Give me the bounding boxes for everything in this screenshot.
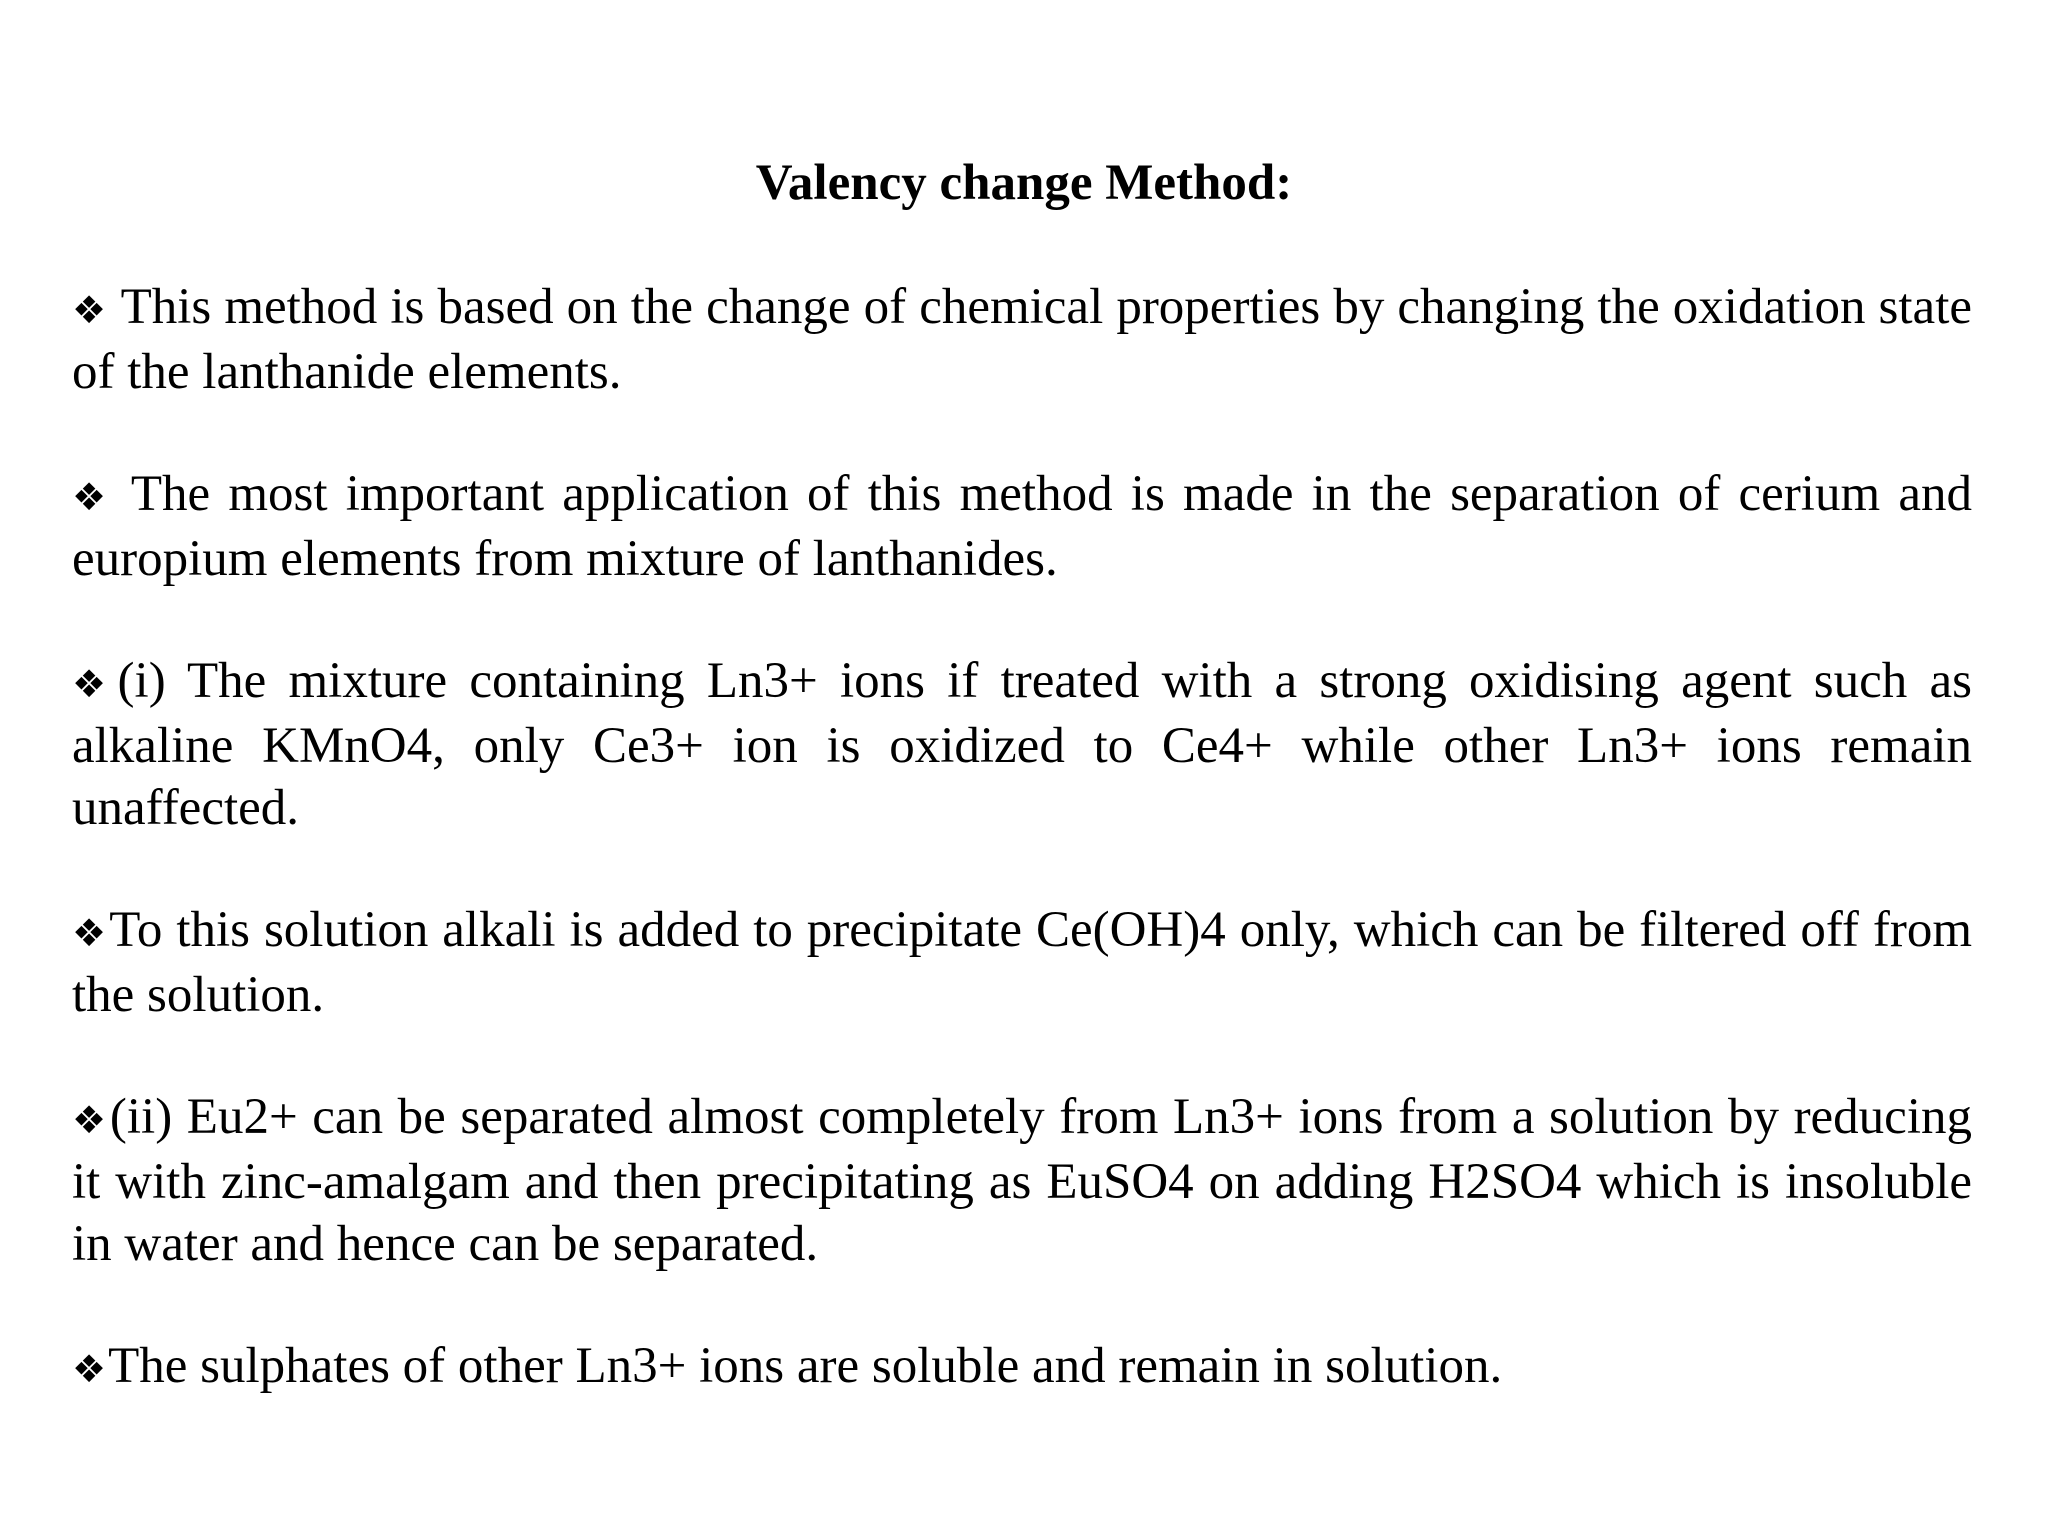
bullet-paragraph [72, 1086, 1972, 1275]
bullet-paragraph [72, 463, 1972, 590]
bullet-paragraph [72, 276, 1972, 403]
paragraph-text: To this solution alkali is added to precipitate Ce(OH)4 only, which can be filtered off from the solution. [72, 902, 1972, 1023]
diamond-bullet-icon: ❖ [72, 475, 112, 519]
bullet-paragraph [72, 650, 1972, 839]
bullet-gap [108, 279, 120, 335]
paragraph-text: (i) The mixture containing Ln3+ ions if treated with a strong oxidising agent such as alkaline KMnO4, only Ce3+ ion is oxidized to Ce4+ while other Ln3+ ions remain unaffected. [72, 653, 1972, 836]
diamond-bullet-icon: ❖ [72, 662, 116, 706]
bullet-paragraph [72, 1335, 1972, 1400]
paragraph-text: The most important application of this method is made in the separation of cerium and europium elements from mixture of lanthanides. [72, 466, 1972, 587]
slide-title: Valency change Method: [755, 155, 1293, 211]
paragraph-text: The sulphates of other Ln3+ ions are soluble and remain in solution. [108, 1338, 1503, 1394]
bullet-paragraph [72, 899, 1972, 1026]
diamond-bullet-icon: ❖ [72, 1098, 108, 1142]
diamond-bullet-icon: ❖ [72, 1347, 107, 1391]
diamond-bullet-icon: ❖ [72, 911, 108, 955]
paragraph-text: (ii) Eu2+ can be separated almost completely from Ln3+ ions from a solution by reducing it with zinc-amalgam and then precipitating as EuSO4 on adding H2SO4 which is insoluble in water and hence can be separated. [72, 1089, 1972, 1272]
paragraph-text: This method is based on the change of chemical properties by changing the oxidation state of the lanthanide elements. [72, 279, 1972, 400]
diamond-bullet-icon: ❖ [72, 288, 107, 332]
bullet-gap [114, 466, 131, 522]
